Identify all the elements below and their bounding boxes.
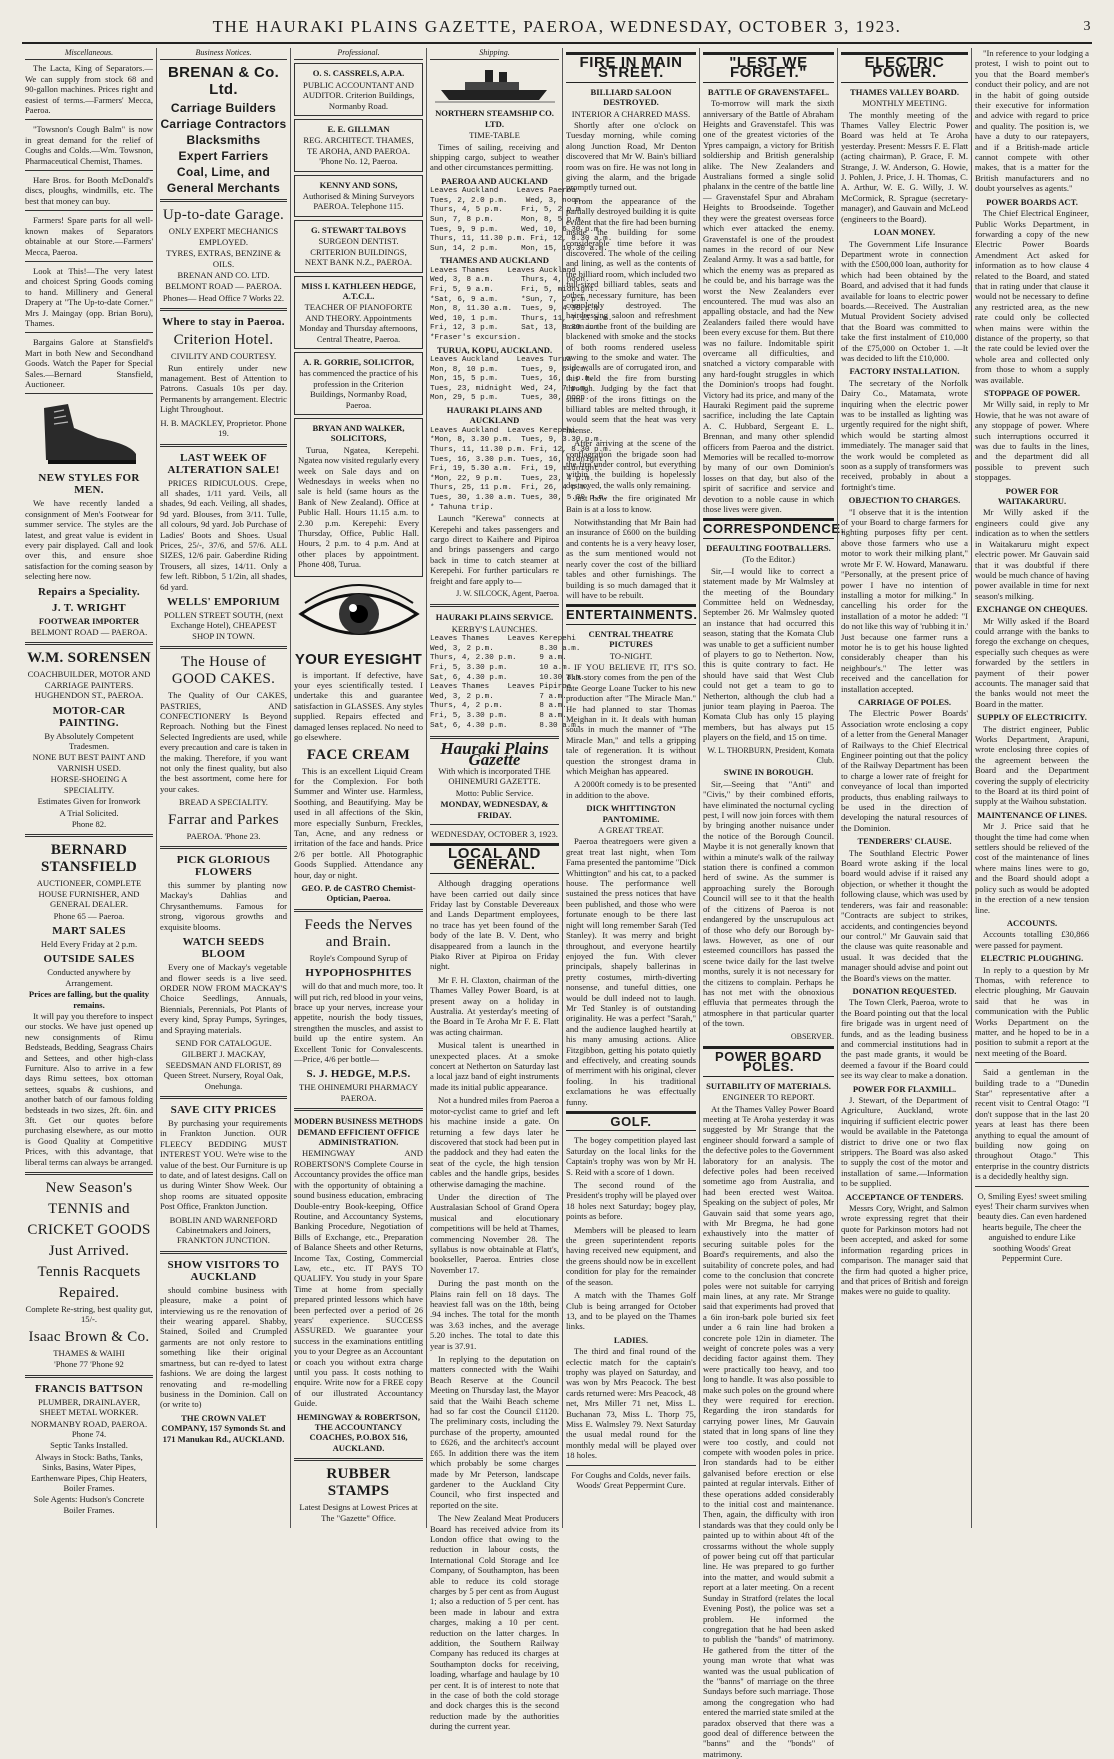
ad-isaac-phone: 'Phone 77 'Phone 92 xyxy=(54,1359,124,1370)
golf-paragraph: Members will be pleased to learn the green superintendent reports having received new equipment, and the greens should now be in excellent condition for play for the remainder of the season. xyxy=(566,1224,696,1287)
ad-septic: Septic Tanks Installed. xyxy=(50,1440,128,1451)
ad-wells-sub: POLLEN STREET SOUTH, (next Exchange Hotel), CHEAPEST SHOP IN TOWN. xyxy=(163,609,284,641)
local-paragraph: Mr F. H. Claxton, chairman of the Thames Valley Power Board, is at present away on a holiday in Australia. At yesterday's meeting of the Board in Te Aroha Mr F. E. Flatt was acting chairman. xyxy=(430,974,559,1037)
ad-brenan-line: Coal, Lime, and xyxy=(176,165,271,180)
ploughing-paragraph: In reply to a question by Mr Thomas, with reference to electric ploughing, Mr Gauvain said that he was in communication with the Public Works Department on the matter, and he hoped to be in a position to submit a report at the next meeting of the Board. xyxy=(975,964,1089,1058)
shipping-note: Times of sailing, receiving and shipping cargo, subject to weather and other circumstances permitting. xyxy=(430,141,559,173)
pwa-paragraph: The Chief Electrical Engineer, Public Works Department, in forwarding a copy of the new Electric Power Boards Amendment Act asked for information as to how clause 4 related to the Board, and stated that in rating under that clause it would not be necessary to define any restricted area, as the new rate could only be collected when mains were within the distance of the property, so that the rate could be levied over the whole area and collected only from those to whom a supply was available. xyxy=(975,208,1089,385)
ad-alteration-body: PRICES RIDICULOUS. Crepe, all shades, 1/11 yard. Veils, all shades, 9d each. Veiling, all shades, 9d yard. Blouses, from 3/11. Tulle, all colours, 9d yard. Job Purchase of Ladies' Boots and Shoes. Usual Prices, 25/-, 37/6, and 57/6. ALL SIZES, 12/6 pair. Gaberdine Riding Trousers, all sizes, 14/11. Only a few left. Ribbon, 5 1/2in, all shades, 6d yard. xyxy=(160,477,287,592)
card-name: A. R. GORRIE, SOLICITOR, xyxy=(303,356,414,367)
ad-outside-sales: OUTSIDE SALES xyxy=(43,953,135,966)
shipping-launch: Launch "Kerewa" connects at Kerepehi and takes passengers and cargo direct to Kaihere and Pipiroa and brings passengers and cargo back in time to catch steamer at Kerepehi. For further particulars re freight and fare apply to— xyxy=(430,513,559,586)
ad-alteration-sale: LAST WEEK OF ALTERATION SALE! xyxy=(167,451,280,476)
ad-stamps-sub: Latest Designs at Lowest Prices at The "Gazette" Office. xyxy=(299,1502,418,1523)
waitakaruru-paragraph: Mr Willy asked if the engineers could give any indication as to when the settlers in Waitakaruru might expect electric power. Mr Gauvain said that it was doubtful if there would be much chance of having power available in time for next season's milking. xyxy=(975,507,1089,601)
building-paragraph: Said a gentleman in the building trade to a "Dunedin Star" representative after a recent visit to Central Otago: "I don't suppose that in the last 20 years at least has there been anything to equal the amount of building now going on throughout Otago." This enterprise in the country districts is a decidedly healthy sign. xyxy=(975,1067,1089,1182)
ad-spare-parts: Farmers! Spare parts for all well-known makes of Separators obtainable at our Store.—Farmers' Mecca, Paeroa. xyxy=(25,215,153,257)
ad-belmont: BELMONT ROAD — PAEROA. xyxy=(165,281,282,292)
factory-heading: FACTORY INSTALLATION. xyxy=(849,366,960,377)
gravenstafel-paragraph: To-morrow will mark the sixth anniversary of the Battle of Abraham Heights and Gravenstafel. This was one of the greatest victories of the Ypres campaign, a victory for British soldiership and British generalship alike. The New Zealanders and Australians formed a single solid phalanx in the centre of the battle line — Gravenstafel Spur and Abraham Heights to Broodseinde. Together they were the greatest overseas force which ever attacked the enemy. Gravenstafel is one of the proudest names in the record of our New Zealand Army. It was a sad battle, for which the enemy was as prepared as he could be, and his barrage was the worst the New Zealanders ever encountered. The mud was also an appalling obstacle, and had the New Zealanders failed there would have been every excuse for them. But there was no failure. Indomitable spirit overcame all difficulties, and snatched a victory comparable with any hard-fought struggles in which the Dominion's troops had fought. Victory had its price, and many of the Hauraki Regiment paid the supreme sacrifice, including the late Captain A. C. Hubbard, Sergeant E. L. Brennan, and many other splendid officers from Paeroa and the district. Memories will be recalled to-morrow by many of our own Dominion's losses on that day, but also of the spirit of sacrifice and service and devotion to a noble cause in which those lives were given. xyxy=(703,98,834,515)
continued-paragraph: "In reference to your lodging a protest, I wish to point out to you that the Board member's conduct their policy, and are not in the habit of going outside their executive for information and advice with regard to price and quality. The position is, we have a duty to our ratepayers, and if a British-made article cannot compete with other makes, that is a matter for the British manufacturers and no doubt yourselves as agents." xyxy=(975,48,1089,194)
column-lest-we-forget xyxy=(699,48,845,1759)
section-label: Miscellaneous. xyxy=(25,48,153,60)
objection-paragraph: "I observe that it is the intention of your Board to charge farmers for lighting purposes fifty per cent. above those farmers who use a motor to work their milking plant," wrote Mr F. W. Howard, Manawaru. "Personally, at the present price of power I have no intention of installing a motor for milking." In cancelling his order for the installation of a motor he added: "I do not like this way of 'rubbing it in.' Just because one farmer runs a motor he is to get his house lighted considerably cheaper than his neighbour's." The letter was received and the cancellation for installation accepted. xyxy=(841,506,968,694)
ad-prices-body: It will pay you therefore to inspect our stocks. We have just opened up new consignments of Rimu Bedsteads, Bedding, Seagrass Chairs and Settees, and other high-class Furniture. Also to arrive in a few days Rimu settees, box ottoman settees, squabs & cushions, and another batch of our famous folding bedsteads in two sizes, 2ft. 6in. and 3ft. Get our quotes before purchasing elsewhere, as our motto is Good Quality at Competitive Prices, with this advantage, that liberal terms can always be arranged. xyxy=(25,1010,153,1167)
gazette-incorporated: With which is incorporated THE OHINEMURI GAZETTE. xyxy=(438,765,551,787)
ad-separator: The Lacta, King of Separators.—We can supply from stock 68 and 90-gallon machines. Prices right and easiest of terms.—Farmers' Mecca, Paeroa. xyxy=(25,63,153,116)
ad-tyres: TYRES, EXTRAS, BENZINE & OILS. xyxy=(166,248,281,269)
ad-bargains: Bargains Galore at Stansfield's Mart in both New and Secondhand Goods. Watch the Paper for Special Sales.—Bernard Stansfield, Auctioneer. xyxy=(25,337,153,389)
gazette-dateline: WEDNESDAY, OCTOBER 3, 1923. xyxy=(431,828,558,839)
ad-farrar-sub: PAEROA. 'Phone 23. xyxy=(186,830,261,841)
ad-criterion-hotel: Criterion Hotel. xyxy=(173,332,274,349)
supply-heading: SUPPLY OF ELECTRICITY. xyxy=(977,712,1087,723)
column-electric-power xyxy=(837,48,971,1528)
ad-cough-balm: "Towsnon's Cough Balm" is now in great demand for the relief of Coughs and Colds.—Wm. Towsnon, Pharmaceutical Chemist, Thames. xyxy=(25,124,153,166)
ad-tennis-3: CRICKET GOODS xyxy=(27,1222,151,1239)
stoppage-heading: STOPPAGE OF POWER. xyxy=(983,388,1081,398)
fire-paragraph: After arriving at the scene of the conflagration the brigade soon had the fire under control, but everything within the building is hopelessly destroyed, the walls only remaining. xyxy=(566,438,696,490)
ad-brenan-line: General Merchants xyxy=(166,181,281,196)
ad-face-cream: FACE CREAM xyxy=(306,746,411,763)
peppermint-verse: O, Smiling Eyes! sweet smiling eyes! Their charm survives when beauty dies. Can even hardened hearts beguile, The cheer the anguished to endure Like soothing Woods' Great Peppermint Cure. xyxy=(975,1190,1089,1264)
correspondence-sub: DEFAULTING FOOTBALLERS. xyxy=(706,542,831,553)
ad-restring: Complete Re-string, best quality gut, 15/-. xyxy=(25,1304,153,1325)
ad-stansfield-name: BERNARD STANSFIELD xyxy=(40,842,138,876)
ad-criterion-body: Run entirely under new management. Best of Attention to Patrons. Casuals 10s per day. Permanents by arrangement. Electric Light Throughout. xyxy=(160,362,287,415)
ad-feeds-nerves: Feeds the Nerves and Brain. xyxy=(304,916,413,950)
entertainments-paragraph: A 2000ft comedy is to be presented in addition to the above. xyxy=(566,779,696,800)
ad-farrar-parkes: Farrar and Parkes xyxy=(168,811,279,828)
route-title: TURUA, KOPU, AUCKLAND. xyxy=(436,344,553,355)
tenders-paragraph: Messrs Cory, Wright, and Salmon wrote expressing regret that their quote for Parkinson motors had not been accepted, and asked for some information regarding prices in comparison. The manager said that the firm had quoted a higher price, and that prices of British and foreign makes were no guide to quality. xyxy=(841,1203,968,1297)
ad-phone: Phone 82. xyxy=(71,818,107,829)
masthead-title: THE HAURAKI PLAINS GAZETTE, PAEROA, WEDNESDAY, OCTOBER 3, 1923. xyxy=(212,17,902,36)
pantomime-paragraph: Paeroa theatregoers were given a great treat last night, when Tom Fama presented the pantomime "Dick Whittington" and his cat, to a packed house. The performance well sustained the press notices that have been published, and those who were fortunate enough to be there last night will long remember Sarah (Ted Stanley). It was merry and bright throughout, and everyone heartily enjoyed the fun. With clever principals, shapely ballerinas in pretty costumes, mirth-diverting nonsense, and tuneful ditties, one would be dull indeed not to laugh. Mr Ted Stanley is of outstanding originality. He was a perfect "Sarah," and the audience laughed heartily at his many amusing actions. Alice Fitzgibbon, getting his potato quietly and effectively, and creating sounds of merriment with his original, clever fooling. In his traditional exclamations he was effectually funny. xyxy=(566,836,696,1107)
ad-eyesight: YOUR EYESIGHT xyxy=(294,650,423,668)
ad-sorensen-name: W.M. SORENSEN xyxy=(27,650,151,667)
donation-heading: DONATION REQUESTED. xyxy=(852,985,957,996)
ladies-paragraph: The third and final round of the eclectic match for the captain's trophy was played on Saturday, and was won by Mrs Peacock. The best cards returned were: Mrs Peacock, 48 net, Mrs Miller 71 net, Miss L. Buchanan 73, Miss L. Thorp 75, Miss E. Walmsley 79. Next Saturday the usual medal round for the monthly medal will be played over 18 holes. xyxy=(566,1346,696,1461)
ad-bread: BREAD A SPECIALITY. xyxy=(179,797,268,808)
service-heading: HAURAKI PLAINS SERVICE. xyxy=(435,612,554,623)
kerby-times: Leaves Thames Leaves Kerepehi Wed, 3, 2 p.m. 8.30 a.m. Thurs, 4, 2.30 p.m. 9 a.m. Fri, 5, 3.30 p.m. 10 a.m. Sat, 6, 4.30 p.m. 10.30 a.m. Leaves Thames Leaves Pipiroa Wed, 3, 2 p.m. 7 a.m. Thurs, 4, 2 p.m. 8 a.m. Fri, 5, 3.30 p.m. 8 a.m. Sat, 6, 4.30 p.m. 8.30 a.m. xyxy=(430,635,585,730)
route-times: Leaves Thames Leaves Auckland Wed, 3, 8 a.m. Thurs, 4, noon. Fri, 5, 9 a.m. Fri, 5, midnight. *Sat, 6, 9 a.m. *Sun, 7, 2 p.m. Mon, 8, 11.30 a.m. Tues, 9, 4.30 p.m. Wed, 10, 1 p.m. Thurs, 11, 7.15 a.m. Fri, 12, 3 p.m. Sat, 13, 8.30 a.m. *Fraser's excursion. xyxy=(430,266,613,342)
carriage-heading: CARRIAGE OF POLES. xyxy=(857,696,952,707)
to-the-editor: (To the Editor.) xyxy=(742,554,795,565)
steamship-illustration xyxy=(435,64,555,104)
ad-sj-hedge: S. J. HEDGE, M.P.S. xyxy=(306,1068,411,1081)
monthly-meeting: MONTHLY MEETING. xyxy=(862,98,947,109)
ad-hypo-body: will do that and much more, too. It will put rich, red blood in your veins, brace up your nerves, increase your appetite, nourish the body tissues, strengthen the muscles, and assist to build up the entire system. An Excellent Tonic for Convalescents. —Price, 4/6 per bottle— xyxy=(294,981,423,1065)
ad-boblin: BOBLIN AND WARNEFORD Cabinetmakers and Joiners, FRANKTON JUNCTION. xyxy=(169,1214,278,1246)
column-fire-news xyxy=(562,48,699,1528)
card-name: BRYAN AND WALKER, SOLICITORS, xyxy=(312,422,405,444)
fire-heading: FIRE IN MAIN STREET. xyxy=(566,52,696,83)
power-sub: THAMES VALLEY BOARD. xyxy=(850,86,959,97)
ad-repaired: Repaired. xyxy=(58,1285,120,1302)
local-paragraph: In replying to the deputation on matters connected with the Waihi Beach Reserve at the Council Meeting on Thursday last, the Mayor said that the Waihi Beach scheme had so far cost the Council £1120. The preliminary costs, including the purchase of the property, amounted to £626, and the architect's account £65. In addition there was the item which probably be some charges made by Mr Peterson, landscape gardener to the Auckland City Council, who first inspected and reported on the site. xyxy=(430,1354,559,1510)
power-board-poles-heading: POWER BOARD POLES. xyxy=(703,1046,834,1077)
local-paragraph: During the past month on the Plains rain fell on 18 days. The heaviest fall was on the 18th, being .94 inches. The total for the month was 3.63 inches, and the average 5.20 inches. The total to date this year is 37.91. xyxy=(430,1278,559,1351)
ad-hypophosphites: HYPOPHOSPHITES xyxy=(305,967,412,980)
ad-seeds-body: Every one of Mackay's vegetable and flower seeds is a live seed. ORDER NOW FROM MACKAY'S Choice Seedlings, Annuals, Biennials, Perennials, Pot Plants of every kind, Spray Pumps, Syringes, and Spraying materials. xyxy=(160,962,287,1035)
card-body: REG. ARCHITECT. THAMES, TE AROHA, AND PAEROA. 'Phone No. 12, Paeroa. xyxy=(303,135,414,167)
ad-civility: CIVILITY AND COURTESY. xyxy=(170,351,277,362)
local-paragraph: Musical talent is unearthed in unexpected places. At a smoke concert at Netherton on Saturday last a local jazz band of eight instruments made its initial public appearance. xyxy=(430,1040,559,1092)
ad-motorcar-sub: By Absolutely Competent Tradesmen. xyxy=(44,730,134,752)
ad-trial: A Trial Solicited. xyxy=(59,807,119,818)
entertainments-tonight: TO-NIGHT. xyxy=(609,650,653,661)
card-body: SURGEON DENTIST. CRITERION BUILDINGS, NEXT BANK N.Z., PAEROA. xyxy=(304,236,413,268)
tenderers-paragraph: The Southland Electric Power Board wrote asking if the local board would advise if it raised any objection, or whether it thought the following clause, which was used by tenderers, was fair and reasonable: "Contracts are subject to strikes, accidents, and contingencies beyond our control." Mr Gauvain said that the clause was quite reasonable and usual. It was decided that the manager should advise and point out the Board's views on the matter. xyxy=(841,847,968,983)
route-title: PAEROA AND AUCKLAND xyxy=(441,175,548,186)
ad-sj-hedge-sub: THE OHINEMURI PHARMACY PAEROA. xyxy=(299,1082,418,1103)
poles-sub-2: ENGINEER TO REPORT. xyxy=(722,1092,815,1103)
local-paragraph: Although dragging operations have been carried out daily since Friday last by Constable Devereaux and Lands Department employees, no trace has yet been found of the body of the late B. V. Dent, who disappeared from a launch in the Piako River at Pipiroa on Friday night. xyxy=(430,878,559,972)
ad-cakes-body: The Quality of Our CAKES, PASTRIES, AND CONFECTIONERY Is Beyond Reproach. Nothing but the Finest Selected Ingredients are used, while every precaution and care is taken in the making. Therefore, if you want not only the finest quality, but also the best assortment, come here for your cakes. xyxy=(160,690,287,794)
fire-subheading: BILLIARD SALOON DESTROYED. xyxy=(590,86,672,108)
ad-wright-address: BELMONT ROAD — PAEROA. xyxy=(30,627,148,638)
pwa-heading: POWER BOARDS ACT. xyxy=(986,196,1078,207)
golf-paragraph: The bogey competition played last Saturday on the local links for the Captain's trophy was won by Mr H. S. Reid with a score of 1 down. xyxy=(566,1135,696,1177)
ad-wright-name: J. T. WRIGHT xyxy=(52,601,126,614)
ad-new-styles-body: We have recently landed a consignment of Men's Footwear for summer service. The styles are the latest, and great value is evident in every pair displayed. Call and look over this, and ensure shoe satisfaction for the coming season by selecting here now. xyxy=(25,498,153,582)
ad-brenan-name: BRENAN & Co. Ltd. xyxy=(167,64,280,99)
poles-paragraph: At the Thames Valley Power Board meeting at Te Aroha yesterday it was suggested by Mr Strange that the engineer should forward a sample of the defective poles to the Government laboratory for an analysis. The defective poles had been received sometime ago from Australia, and had been erected west Waitoa. Speaking on the subject of poles, Mr Gauvain said that some years ago, with Mr Bregma, he had gone exhaustively into the matter of securing suitable poles for the Board's requirements, and also the suitability of concrete poles, and had come to the conclusion that concrete poles were not suitable for carrying main lines, at any rate. Mr Strange said that experiments had proved that a 6in iron-bark pole buried six feet under a 6 rain line had broken a concrete pole 12in in diameter. The weight of concrete poles was a very deciding factor against them. They were practically too heavy, and too long to handle. It was also possible to make such poles on the ground where they were required for erection. Regarding the iron standards for carrying power lines, Mr Gauvain stated that in long spans of line they were too costly, and could not compete with wooden poles in price. Iron standards had to be either galvanised before erection or else painted at regular intervals. Either of these operations added considerably to the initial cost and maintenance. Then, again, the difficulty with iron standards was that they could only be painted up to within about 4ft of the crossarms without the whole supply of power being cut off that particular line. He was prepared to go further into the matter, and would submit a report at a later meeting. On a recent Sunday in Stratford (relates the local Evening Post), the police was set a problem. He informed the congregation that he had been asked to publish the "bands" of matrimony. He gathered from the titter of the young man wrote that what was wanted was the usual publication of the "banns" of marriage on the three Sundays before such marriage. Those among the congregation who had entered the married state smiled at the paradox observed that there was a good deal of difference between the "banns" and the "bonds" of matrimony. xyxy=(703,1103,835,1759)
section-label: Professional. xyxy=(294,48,423,60)
ad-spring-goods: Look at This!—The very latest and choicest Spring Goods coming to hand. Millinery and General Drapery at "The Up-to-date Corner." Mrs J. Maingay (opp. Brian Boru), Thames. xyxy=(25,265,153,328)
card-cassrels xyxy=(294,63,423,116)
shipping-agent: J. W. SILCOCK, Agent, Paeroa. xyxy=(456,588,559,598)
ad-phones: Phones— Head Office 7 Works 22. xyxy=(162,292,285,303)
factory-paragraph: The secretary of the Norfolk Dairy Co., Matamata, wrote inquiring when the electric power was to be installed as lighting was urgently required for the night shift, which would be starting almost immediately. The manager said that the work would be completed as soon as a supply of transformers was received, probably in about a fortnight's time. xyxy=(841,377,968,492)
route-title: THAMES AND AUCKLAND xyxy=(440,255,549,266)
ad-eyesight-body: is important. If defective, have your eyes scientifically tested. I undertake this and guarantee satisfaction in GLASSES. Any styles supplied. Repairs effected and damaged lenses replaced. No need to go elsewhere. xyxy=(294,669,423,743)
card-body: has commenced the practice of his profession in the Criterion Buildings, Normanby Road, Paeroa. xyxy=(299,368,418,410)
peppermint-footer: For Coughs and Colds, never fails. Woods' Great Peppermint Cure. xyxy=(571,1469,691,1490)
loan-heading: LOAN MONEY. xyxy=(873,227,936,238)
ad-stock: Always in Stock: Baths, Tanks, Sinks, Basins, Water Pipes, Earthenware Pipes, Chip Heaters, Boiler Frames. xyxy=(31,1451,147,1493)
swine-heading: SWINE IN BOROUGH. xyxy=(723,767,814,778)
card-body: TEACHER OF PIANOFORTE AND THEORY. Appointments Monday and Thursday afternoons, Central Theatre, Paeroa. xyxy=(299,302,418,344)
ad-battson-name: FRANCIS BATTSON xyxy=(35,1382,143,1395)
ad-modern-body: HEMINGWAY AND ROBERTSON'S Complete Course in Accountancy provides the office man with the opportunity of obtaining a sound business education, embracing Double-entry Book-keeping, Office Routine, and Accountancy Systems, Banking Procedure, Negotiation of Bills of Exchange, etc., Preparation of Balance Sheets and other Returns, Income Tax, Costing, Commercial Law, etc., etc. IT PAYS TO QUALIFY. You study in your Spare Time at home from specially prepared printed lessons which have been perfected over a period of 26 years' experience. SUCCESS ASSURED. We guarantee your success in the examinations entitling you to your Degree as an Accountant or coach you without extra charge until you pass. It costs nothing to enquire. Write now for a FREE copy of our illustrated Accountancy Guide. xyxy=(294,1148,423,1409)
eye-illustration xyxy=(297,581,421,647)
section-label: Shipping. xyxy=(430,48,559,60)
ad-best-paint: NONE BUT BEST PAINT AND VARNISH USED. xyxy=(32,752,146,773)
ad-modern-business: MODERN BUSINESS METHODS DEMAND EFFICIENT OFFICE ADMINISTRATION. xyxy=(294,1116,423,1148)
ad-mechanics: ONLY EXPERT MECHANICS EMPLOYED. xyxy=(168,226,279,247)
ad-de-castro: GEO. P. de CASTRO Chemist-Optician, Paeroa. xyxy=(301,882,416,904)
card-body: Authorised & Mining Surveyors PAEROA. Telephone 115. xyxy=(302,191,415,212)
ad-stansfield-sub: AUCTIONEER, COMPLETE HOUSE FURNISHER, AND GENERAL DEALER. xyxy=(36,878,142,910)
column-professional xyxy=(290,48,426,1528)
ad-hare-bros: Hare Bros. for Booth McDonald's discs, ploughs, windmills, etc. The best that money can buy. xyxy=(25,175,153,206)
kerby-launches: KERBY'S LAUNCHES. xyxy=(451,623,538,634)
ad-brenan-line: Expert Farriers xyxy=(178,149,269,164)
maintenance-heading: MAINTENANCE OF LINES. xyxy=(977,809,1087,820)
waitakaruru-heading: POWER FOR WAITAKARURU. xyxy=(997,485,1067,507)
accounts-paragraph: Accounts totalling £30,866 were passed for payment. xyxy=(975,929,1089,950)
ploughing-heading: ELECTRIC PLOUGHING. xyxy=(980,953,1084,964)
route-times: Leaves Auckland Leaves Paeroa Tues, 2, 2.0 p.m. Wed, 3, noon. Thurs, 4, 5 p.m. Fri, 5, 2 p.m. Sun, 7, 8 p.m. Mon, 8, 5 p.m. Tues, 9, 9 p.m. Wed, 10, 6.30 p.m. Thurs, 11, 11.30 p.m. Fri, 12, 8.30 a.m. Sun, 14, 2 p.m. Mon, 15, 10.30 a.m. xyxy=(430,187,613,253)
ad-visitors-body: should combine business with pleasure, make a point of interviewing us re the renovation of their wearing apparel. Shabby, Stained, Soiled and Crumpled garments are not only restore to something like their original smartness, but can re-dyed to latest fashions. We are doing the largest renovating and re-modelling business in the Dominion. Call on (or write to) xyxy=(160,1284,287,1410)
card-name: O. S. CASSRELS, A.P.A. xyxy=(312,68,405,79)
ad-catalogue: SEND FOR CATALOGUE. xyxy=(175,1037,272,1048)
page-number: 3 xyxy=(1083,19,1092,34)
correspondence-paragraph: Sir,—I would like to correct a statement made by Mr Walmsley at the meeting of the Boundary Committee held on Wednesday, September 26. Mr Walmsley quoted an instance that had occurred this season, stating that the Komata Club was unable to get a sufficient number of players to go to Netherton. Now, this is quite contrary to fact. He should have said that West Club could not get a team to go to Netherton, although the club had a junior team playing in Paeroa. The Komata Club has only 15 playing members, but has always put 15 players on the field, and 15 on time. xyxy=(703,565,834,743)
card-name: G. STEWART TALBOYS xyxy=(311,224,406,235)
flaxmill-heading: POWER FOR FLAXMILL. xyxy=(852,1083,957,1094)
tenderers-heading: TENDERERS' CLAUSE. xyxy=(857,836,952,847)
ad-horse-shoeing: HORSE-SHOEING A SPECIALITY. xyxy=(50,774,128,795)
ad-rubber-stamps: RUBBER STAMPS xyxy=(326,1466,391,1500)
poles-sub: SUITABILITY OF MATERIALS. xyxy=(706,1080,831,1091)
ad-brenan-line: Carriage Contractors xyxy=(160,117,287,132)
golf-paragraph: A match with the Thames Golf Club is being arranged for October 13, and to be played on the Thames links. xyxy=(566,1290,696,1332)
fire-paragraph: Notwithstanding that Mr Bain had an insurance of £600 on the building and contents he is a very heavy loser, as the sum mentioned would not nearly cover the cost of the billiard tables and other furnishings. The building is so much damaged that it will have to be rebuilt. xyxy=(566,517,696,600)
ad-crown-valet: THE CROWN VALET COMPANY, 157 Symonds St. and 171 Manukau Rd., AUCKLAND. xyxy=(161,1412,286,1444)
cheques-heading: EXCHANGE ON CHEQUES. xyxy=(976,604,1088,615)
ad-mart-sales: MART SALES xyxy=(52,924,126,937)
ad-mart-sub: Held Every Friday at 2 p.m. xyxy=(40,938,138,949)
ad-show-visitors: SHOW VISITORS TO AUCKLAND xyxy=(167,1258,280,1283)
card-body: PUBLIC ACCOUNTANT AND AUDITOR. Criterion Buildings, Normanby Road. xyxy=(302,79,415,111)
ad-save-city-prices: SAVE CITY PRICES xyxy=(170,1103,277,1116)
carriage-paragraph: The Electric Power Boards' Association wrote enclosing a copy of a letter from the General Manager of Railways to the Chief Electrical Engineer pointing out that the policy of the Railway Department has been to charge a lower rate of freight for conveyance of local than imported products, thus enabling railways to be used in the direction of developing the natural resources of the Dominion. xyxy=(841,708,968,833)
ad-seeds: WATCH SEEDS BLOOM xyxy=(182,936,265,961)
ad-wells-emporium: WELLS' EMPORIUM xyxy=(167,595,280,608)
ad-sorensen-sub: COACHBUILDER, MOTOR AND CARRIAGE PAINTERS. HUGHENDON ST., PAEROA. xyxy=(27,669,151,701)
column-continued xyxy=(971,48,1092,1528)
gazette-motto: Motto: Public Service. xyxy=(455,787,534,798)
shipping-company: NORTHERN STEAMSHIP CO. LTD. xyxy=(435,108,554,129)
ad-repairs: Repairs a Speciality. xyxy=(38,585,140,598)
ad-isaac-sub: THAMES & WAIHI xyxy=(53,1347,125,1358)
fire-paragraph: Just how the fire originated Mr Bain is at a loss to know. xyxy=(566,493,696,514)
ladies-heading: LADIES. xyxy=(613,1334,649,1345)
card-talboys xyxy=(294,220,423,273)
maintenance-paragraph: Mr J. Price said that he thought the time had come when settlers should be relieved of the cost of the maintenance of lines where mains lines were to go, and the Board should adopt a policy such as would be adopted in the erection of a new tension line. xyxy=(975,821,1089,915)
card-hedge xyxy=(294,276,423,349)
pantomime-sub: A GREAT TREAT. xyxy=(598,825,664,836)
local-paragraph: Under the direction of The Australasian School of Grand Opera musical and elocutionary competitions will be held at Thames, commencing November 28. The syllabus is now obtainable at Flatt's, bookseller, Paeroa. Entries close November 17. xyxy=(430,1191,559,1275)
ad-ironwork: Estimates Given for Ironwork xyxy=(37,796,141,807)
ad-mackley: H. B. MACKLEY, Proprietor. Phone 19. xyxy=(160,417,287,439)
ad-tennis-1: New Season's xyxy=(45,1180,133,1197)
swine-signature: OBSERVER. xyxy=(790,1031,834,1041)
golf-paragraph: The second round of the President's trophy will be played over 18 holes next Saturday; bogey play, points as before. xyxy=(566,1180,696,1222)
tenders-heading: ACCEPTANCE OF TENDERS. xyxy=(845,1191,964,1202)
accounts-heading: ACCOUNTS. xyxy=(1006,917,1058,928)
swine-paragraph: Sir,—Seeing that "Anti" and "Civis," by their combined efforts, have eliminated the nocturnal cycling pest, I will now join forces with them by bringing another nuisance under the notice of the Borough Council. Maybe it is not generally known that within a minute's walk of the railway station there is confined a common herd of swine. As the summer is approaching surely the Borough Council will see to it that the health of the citizens of Paeroa is not endangered by the unscrupulous act of those who defy our Borough by-laws. However, as one of our esteemed councillors has passed the scene twice daily for the last twelve months, surely it is not necessary for the citizens to complain. Perhaps he has not met with the obnoxious effluvia that permeates through the atmosphere in that particular quarter of the town. xyxy=(703,778,834,1029)
card-name: KENNY AND SONS, xyxy=(319,179,398,190)
shipping-timetable: TIME-TABLE xyxy=(469,130,520,141)
gazette-nameplate: Hauraki Plains Gazette xyxy=(440,739,549,769)
ad-outside-sub: Conducted anywhere by Arrangement. xyxy=(47,967,131,988)
power-paragraph: The monthly meeting of the Thames Valley Electric Power Board was held at Te Aroha yesterday. Present: Messrs F. E. Flatt (acting chairman), P. Grace, F. M. Strange, J. W. Anderson, G. Howie, J. Pohlen, J. Price, J. H. Thomas, C. A. Arthur, W. E. G. Willy, J. W. McCormick, R. Sprague (secretary-manager), and Gauvain and McLeod (engineers to the Board). xyxy=(841,109,968,224)
donation-paragraph: The Town Clerk, Paeroa, wrote to the Board pointing out that the local fire brigade was in urgent need of funds, and as the leading business and commercial institutions had in the past made grants, it would be deemed a favour if the Board could see its way clear to make a donation. xyxy=(841,997,968,1081)
ad-motorcar: MOTOR-CAR PAINTING. xyxy=(52,704,126,729)
ad-stansfield-phone: Phone 65 — Paeroa. xyxy=(53,910,125,921)
route-times: Leaves Auckland Leaves Turua Mon, 8, 10 p.m. Tues, 9, 6 p.m. Mon, 15, 5 p.m. Tues, 16, 1 p.m. Tues, 23, midnight Wed, 24, 7 p.m. Mon, 29, 5 p.m. Tues, 30, noon. xyxy=(430,355,595,403)
card-name: E. E. GILLMAN xyxy=(327,124,390,135)
ad-tennis-2: TENNIS and xyxy=(48,1201,130,1218)
electric-power-heading: ELECTRIC POWER. xyxy=(841,52,968,83)
ad-good-cakes: The House of GOOD CAKES. xyxy=(171,654,276,688)
ad-battson-address: NORMANBY ROAD, PAEROA. Phone 74. xyxy=(30,1418,148,1439)
ad-tennis-4: Just Arrived. xyxy=(48,1243,130,1260)
fire-paragraph: From the appearance of the partially destroyed building it is quite evident that the fire had been burning inside the building for some considerable time before it was discovered. The whole of the ceiling and lining, as well as the contents of the billiard room, which included two full-sized billiard tables, seats and other necessary furniture, has been completely destroyed. The hairdressing saloon and refreshment room in the front of the building are blackened with smoke and the stocks of both rooms rendered useless owing to the smoke and water. The side walls are of corrugated iron, and this held the fire from bursting through. Judging by the fact that some of the irons fittings on the billiard tables are melted through, it would seem that the heat was very intense. xyxy=(566,195,696,435)
stoppage-paragraph: Mr Willy said, in reply to Mr Howie, that he was not aware of any stoppage of power. Where such interruptions occurred it was due to faults in the lines, and the department did all possible to prevent such stoppages. xyxy=(975,399,1089,483)
ad-wright-sub: FOOTWEAR IMPORTER xyxy=(38,615,140,626)
golf-heading: GOLF. xyxy=(566,1111,696,1131)
lest-we-forget-heading: "LEST WE FORGET." xyxy=(703,52,834,83)
cheques-paragraph: Mr Willy asked if the Board could arrange with the banks to forego the exchange on cheques, especially such cheques as were forwarded by the settlers in payment of their power accounts. The manager said that the banks would not meet the Board in the matter. xyxy=(975,615,1089,709)
supply-paragraph: The district engineer, Public Works Department, Arapuni, wrote enclosing three copies of the agreement between the Board and the Department covering the supply of electricity to the Board at its third point of supply at the Waihou substation. xyxy=(975,723,1089,807)
entertainments-sub: CENTRAL THEATRE PICTURES xyxy=(588,628,674,650)
entertainments-heading: ENTERTAINMENTS. xyxy=(566,604,696,624)
correspondence-signature: W. L. THORBURN, President, Komata Club. xyxy=(707,745,834,765)
ad-brenan-line: Carriage Builders xyxy=(170,101,277,116)
ad-gilbert-mackay: GILBERT J. MACKAY, SEEDSMAN AND FLORIST, 89 Queen Street. Nursery, Royal Oak, Onehunga. xyxy=(163,1049,284,1091)
correspondence-heading: CORRESPONDENCE. xyxy=(703,518,834,538)
ad-brenan-2: BRENAN AND CO. LTD. xyxy=(177,270,270,281)
ad-new-styles-heading: NEW STYLES FOR MEN. xyxy=(38,472,140,497)
route-times: Leaves Auckland Leaves Kerepehi *Mon, 8, 3.30 p.m. Tues, 9, 3.30 p.m. Thurs, 11, 11.30 p.m. Fri, 12, 8.30 p.m. Tues, 16, 3.30 p.m. Tues, 16, midnight. Fri, 19, 5.30 a.m. Fri, 19, midnight. *Mon, 22, 9 p.m. Tues, 23, 4 p.m. Thurs, 25, 11 p.m. Fri, 26, 4 p.m. Tues, 30, 1.30 a.m. Tues, 30, 5.30 p.m. * Tahuna trip. xyxy=(430,426,613,512)
section-label: Business Notices. xyxy=(160,48,287,60)
flaxmill-paragraph: J. Stewart, of the Department of Agriculture, Auckland, wrote inquiring if sufficient electric power would be available in the Patetonga district to drive one or two flax strippers. The Board was also asked to supply the cost of the motor and installation of same.—Information to be supplied. xyxy=(841,1095,968,1189)
pantomime-heading: DICK WHITTINGTON PANTOMIME. xyxy=(586,803,676,824)
ad-save-body: By purchasing your requirements in Frankton Junction. OUR FLEECY BEDDING MUST INTEREST YOU. We're wise to the value of the best. Our Furniture is up to date, and of latest designs. Call on us during Winter Show Week. Our shop rooms are situated opposite Post Office, Frankton Junction. xyxy=(160,1117,287,1212)
column-business-notices xyxy=(156,48,290,1528)
card-bryan-walker xyxy=(294,418,423,577)
gravenstafel-sub: BATTLE OF GRAVENSTAFEL. xyxy=(707,86,830,97)
objection-heading: OBJECTION TO CHARGES. xyxy=(848,495,961,506)
ad-battson-sub: PLUMBER, DRAINLAYER, SHEET METAL WORKER. xyxy=(37,1396,141,1418)
column-shipping xyxy=(426,48,613,1732)
local-general-heading: LOCAL AND GENERAL. xyxy=(430,843,559,874)
ad-brenan-line: Blacksmiths xyxy=(186,133,261,148)
boot-illustration xyxy=(34,398,144,468)
masthead xyxy=(22,16,1092,44)
ad-hemingway: HEMINGWAY & ROBERTSON, THE ACCOUNTANCY COACHES, P.O.BOX 516, AUCKLAND. xyxy=(297,1411,420,1453)
card-body: Turua, Ngatea, Kerepehi. Ngatea now visited regularly every week on Sale days and on Wednesdays in weeks when no sale is held (same hours as the Bank of New Zealand). Office at Public Hall. Hours 11.15 a.m. to 2.30 p.m. Kerepehi: Every Thursday, Office, Public Hall. Hours, 2 p.m. to 4 p.m. And at other places by appointment. Phone 408, Turua. xyxy=(298,444,419,570)
loan-paragraph: The Government Life Insurance Department wrote in connection with the £500,000 loan, authority for which had been obtained by the Board, and advised that it had funds available for loans to electric power boards.—Received. The Australian Mutual Provident Society advised that the Board was committed to take the first instalment of £10,000 of the £75,000 on October 1. —It was decided to lift the £10,000. xyxy=(841,238,968,363)
ad-nerves-body: Royle's Compound Syrup of xyxy=(309,952,408,963)
fire-subheading-2: INTERIOR A CHARRED MASS. xyxy=(571,108,691,119)
ad-racquets: Tennis Racquets xyxy=(37,1264,141,1281)
local-paragraph: The New Zealand Meat Producers Board has received advice from its London office that owing to the reduction in labour costs, the International Cold Storage and Ice Company, of Southampton, has been able to reduce its cold storage charges by 5 per cent as from August 1; also a reduction of 5 per cent. has been made in labour and extra charges, making a 10 per cent. reduction on the latter charges. In addition, the Southern Railway Company has reduced its charges at Southampton docks for receiving, loading, wharfage and haulage by 10 per cent. It is of interest to note that in the case of both the cold storage and dock charges this is the second reduction made by the authorities during the current year. xyxy=(430,1513,559,1732)
column-miscellaneous xyxy=(22,48,156,1528)
card-kenny xyxy=(294,175,423,217)
card-gillman xyxy=(294,119,423,172)
ad-flowers-body: this summer by planting now Mackay's Dahlias and Chrysanthemums. Famous for strong, vigorous growths and exquisite blooms. xyxy=(160,880,287,932)
ad-prices-falling: Prices are falling, but the quality remains. xyxy=(28,989,150,1010)
card-name: MISS I. KATHLEEN HEDGE, A.T.C.L. xyxy=(301,280,416,301)
card-gorrie xyxy=(294,352,423,415)
ad-where-to-stay: Where to stay in Paeroa. xyxy=(162,316,285,329)
ad-flowers: PICK GLORIOUS FLOWERS xyxy=(176,854,271,879)
ad-garage: Up-to-date Garage. xyxy=(162,207,285,224)
fire-paragraph: Shortly after one o'clock on Tuesday morning, while coming along Junction Road, Mr Denton discovered that Mr W. Bain's billiard room was on fire. He was not long in giving the alarm, and the brigade promptly turned out. xyxy=(566,120,696,193)
ad-isaac-brown: Isaac Brown & Co. xyxy=(28,1328,150,1345)
ad-sole-agents: Sole Agents: Hudson's Concrete Boiler Frames. xyxy=(33,1494,145,1515)
entertainments-paragraph: IF YOU BELIEVE IT, IT'S SO. This story comes from the pen of the late George Loane Tucker to his new production after "The Miracle Man." He had planned to star Thomas Meighan in it. It deals with human souls in much the manner of "The Miracle Man," and tells a gripping tale of regeneration. It is without question the strongest drama in which Meighan has appeared. xyxy=(566,661,696,776)
ad-face-cream-body: This is an excellent Liquid Cream for the Complexion. For both Summer and Winter use. Harmless, Soothing, and Beautifying. May be used in all affections of the Skin, more especially Sunburn, Freckles, Tan, Acne, and any redness or irritation of the face and hands. Price 2/6 per bottle. All Photographic Goods Supplied. Attendance any hour, day or night. xyxy=(294,765,423,880)
local-paragraph: Not a hundred miles from Paeroa a motor-cyclist came to grief and left his machine inside a gate. On returning a few days later he discovered that stock had been put in the paddock and they had eaten the seat of the cycle, the high tension cables and the handle grips, besides otherwise damaging the machine. xyxy=(430,1095,559,1189)
gazette-published: MONDAY, WEDNESDAY, & FRIDAY. xyxy=(440,799,549,820)
route-title: HAURAKI PLAINS AND AUCKLAND xyxy=(446,404,543,426)
